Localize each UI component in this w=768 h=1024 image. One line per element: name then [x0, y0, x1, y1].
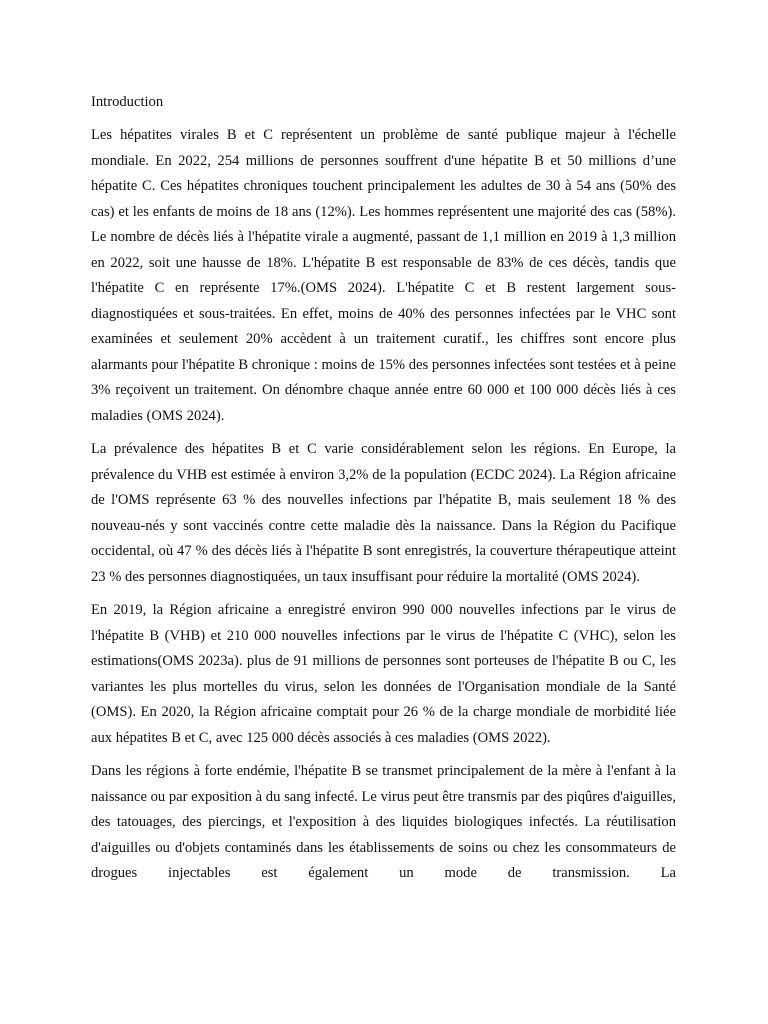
paragraph-regional-prevalence: La prévalence des hépatites B et C varie considérablement selon les régions. En Europe, la prévalence du VHB est estimée à environ 3,2% de la population (ECDC 2024). La Région africaine de l'OMS représente 63 % des nouvelles infections par l'hépatite B, mais seulement 18 % des nouveau-nés y sont vaccinés contre cette maladie dès la naissance. Dans la Région du Pacifique occidental, où 47 % des décès liés à l'hépatite B sont enregistrés, la couverture thérapeutique atteint 23 % des personnes diagnostiquées, un taux insuffisant pour réduire la mortalité (OMS 2024).: [91, 441, 676, 585]
paragraph-african-region: En 2019, la Région africaine a enregistré environ 990 000 nouvelles infections par le virus de l'hépatite B (VHB) et 210 000 nouvelles infections par le virus de l'hépatite C (VHC), selon les estimations(OMS 2023a). plus de 91 millions de personnes sont porteuses de l'hépatite B ou C, les variantes les plus mortelles du virus, selon les données de l'Organisation mondiale de la Santé (OMS). En 2020, la Région africaine comptait pour 26 % de la charge mondiale de morbidité liée aux hépatites B et C, avec 125 000 décès associés à ces maladies (OMS 2022).: [91, 602, 676, 746]
paragraph-transmission: Dans les régions à forte endémie, l'hépatite B se transmet principalement de la mère à l'enfant à la naissance ou par exposition à du sang infecté. Le virus peut être transmis par des piqûres d'aiguilles, des tatouages, des piercings, et l'exposition à des liquides biologiques infectés. La réutilisation d'aiguilles ou d'objets contaminés dans les établissements de soins ou chez les consommateurs de drogues injectables est également un mode de transmission. La: [91, 763, 676, 881]
paragraph-global-burden: Les hépatites virales B et C représentent un problème de santé publique majeur à l'échelle mondiale. En 2022, 254 millions de personnes souffrent d'une hépatite B et 50 millions d’une hépatite C. Ces hépatites chroniques touchent principalement les adultes de 30 à 54 ans (50% des cas) et les enfants de moins de 18 ans (12%). Les hommes représentent une majorité des cas (58%). Le nombre de décès liés à l'hépatite virale a augmenté, passant de 1,1 million en 2019 à 1,3 million en 2022, soit une hausse de 18%. L'hépatite B est responsable de 83% de ces décès, tandis que l'hépatite C en représente 17%.(OMS 2024). L'hépatite C et B restent largement sous-diagnostiquées et sous-traitées. En effet, moins de 40% des personnes infectées par le VHC sont examinées et seulement 20% accèdent à un traitement curatif., les chiffres sont encore plus alarmants pour l'hépatite B chronique : moins de 15% des personnes infectées sont testées et à peine 3% reçoivent un traitement. On dénombre chaque année entre 60 000 et 100 000 décès liés à ces maladies (OMS 2024).: [91, 127, 676, 424]
document-page: [91, 90, 676, 895]
section-heading: Introduction: [91, 94, 164, 110]
